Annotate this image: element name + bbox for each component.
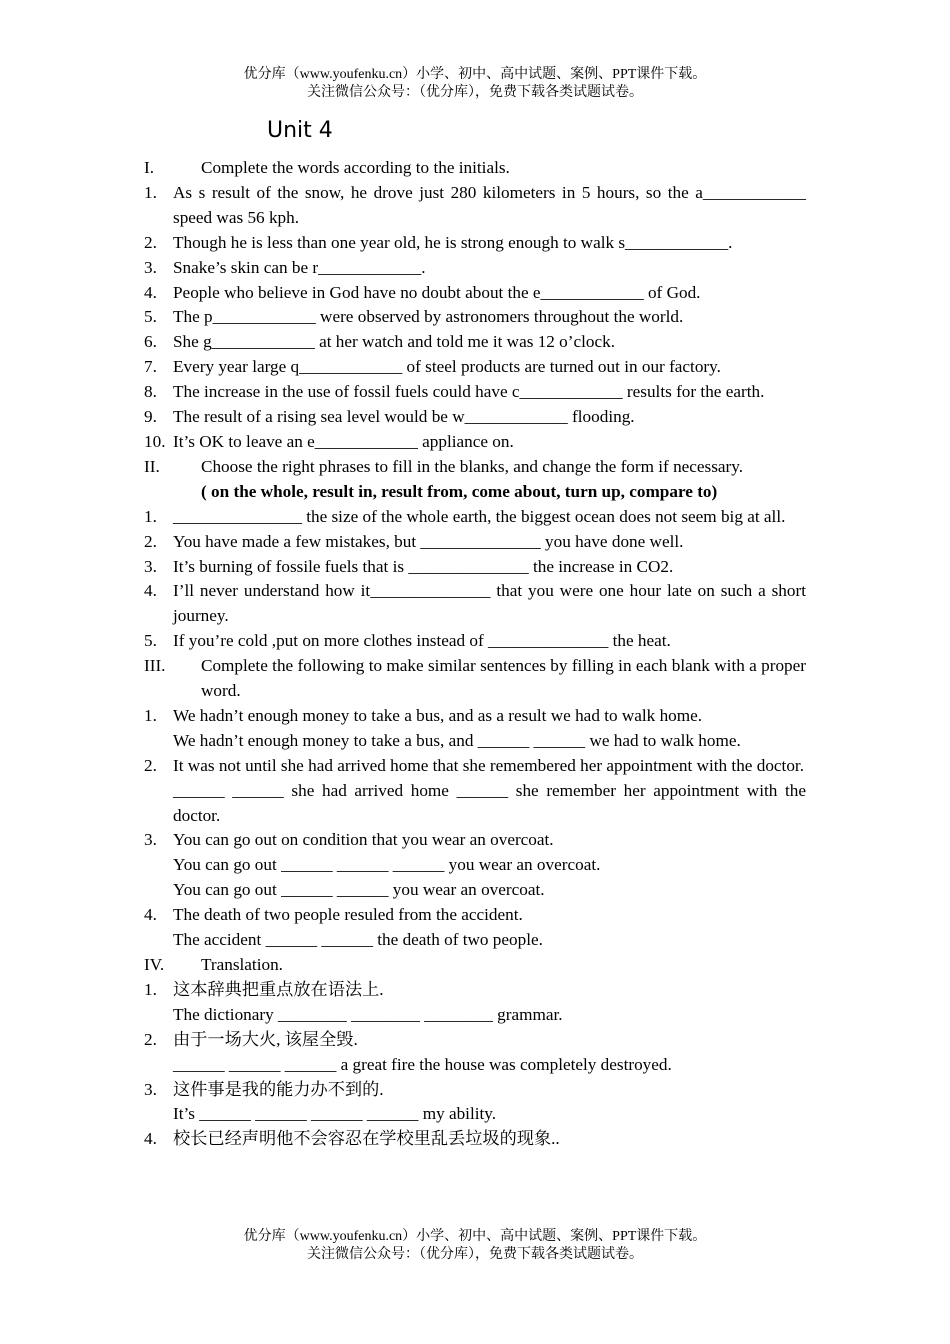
- exercise-item: [144, 1078, 806, 1128]
- item-answer-line: You can go out ______ ______ ______ you wear an overcoat.: [173, 855, 601, 875]
- item-body: [173, 305, 806, 330]
- item-body: [173, 704, 806, 754]
- item-prompt: 这本辞典把重点放在语法上.: [173, 979, 384, 999]
- item-body: [173, 505, 806, 530]
- exercise-item: [144, 405, 806, 430]
- item-number: 3.: [144, 556, 157, 576]
- exercise-item: [144, 555, 806, 580]
- section-instruction: Choose the right phrases to fill in the blanks, and change the form if necessary.: [201, 456, 744, 476]
- exercise-item: [144, 978, 806, 1028]
- item-body: [173, 555, 806, 580]
- item-number: 3.: [144, 257, 157, 277]
- item-number: 1.: [144, 705, 157, 725]
- exercise-item: [144, 579, 806, 629]
- exercise-item: [144, 530, 806, 555]
- item-prompt: 校长已经声明他不会容忍在学校里乱丢垃圾的现象..: [173, 1129, 560, 1149]
- item-number: 9.: [144, 407, 157, 427]
- item-answer-line: We hadn’t enough money to take a bus, and ______ ______ we had to walk home.: [173, 730, 741, 750]
- item-number: 4.: [144, 282, 157, 302]
- item-body: [173, 1127, 806, 1152]
- item-number: 4.: [144, 581, 157, 601]
- exercise-item: [144, 380, 806, 405]
- item-number: 4.: [144, 1129, 157, 1149]
- section-instruction: Complete the words according to the initials.: [201, 158, 510, 177]
- header-line-2: 关注微信公众号：（优分库），免费下载各类试题试卷。: [307, 85, 643, 100]
- item-body: [173, 181, 806, 231]
- footer-line-2: 关注微信公众号：（优分库），免费下载各类试题试卷。: [307, 1247, 643, 1262]
- item-number: 10.: [144, 431, 166, 451]
- item-number: 5.: [144, 307, 157, 327]
- section-heading: [144, 654, 806, 704]
- item-prompt: 由于一场大火, 该屋全毁.: [173, 1029, 358, 1049]
- item-number: 1.: [144, 182, 157, 202]
- section-instruction-block: [201, 953, 806, 978]
- exercise-item: [144, 330, 806, 355]
- item-prompt: You have made a few mistakes, but ______________ you have done well.: [173, 531, 684, 551]
- section-number: III.: [144, 656, 166, 676]
- item-number: 5.: [144, 631, 157, 651]
- item-body: [173, 903, 806, 953]
- section-number: IV.: [144, 955, 165, 974]
- item-body: [173, 281, 806, 306]
- section-instruction: Complete the following to make similar sentences by filling in each blank with a proper word.: [201, 656, 806, 701]
- item-number: 3.: [144, 1079, 157, 1099]
- exercise-item: [144, 754, 806, 829]
- section-instruction-block: [201, 455, 806, 505]
- item-prompt: The result of a rising sea level would be w____________ flooding.: [173, 407, 635, 427]
- exercise-item: [144, 281, 806, 306]
- item-prompt: It’s OK to leave an e____________ appliance on.: [173, 431, 514, 451]
- item-body: [173, 355, 806, 380]
- item-number: 7.: [144, 357, 157, 377]
- exercise-item: [144, 430, 806, 455]
- exercise-item: [144, 629, 806, 654]
- item-body: [173, 405, 806, 430]
- footer-line-1: 优分库（www.youfenku.cn）小学、初中、高中试题、案例、PPT课件下载。: [243, 1229, 707, 1244]
- exercise-item: [144, 181, 806, 231]
- phrase-list: ( on the whole, result in, result from, come about, turn up, compare to): [201, 481, 718, 501]
- exercise-item: [144, 704, 806, 754]
- item-number: 1.: [144, 506, 157, 526]
- item-number: 4.: [144, 905, 157, 925]
- unit-title: Unit 4: [267, 118, 333, 143]
- item-body: [173, 430, 806, 455]
- section-number: I.: [144, 158, 155, 177]
- item-prompt: The death of two people resuled from the accident.: [173, 905, 523, 925]
- exercise-item: [144, 505, 806, 530]
- exercise-item: [144, 305, 806, 330]
- exercise-item: [144, 355, 806, 380]
- item-prompt: Though he is less than one year old, he is strong enough to walk s____________.: [173, 232, 733, 252]
- section-heading: [144, 953, 806, 978]
- item-number: 2.: [144, 755, 157, 775]
- item-prompt: People who believe in God have no doubt about the e____________ of God.: [173, 282, 701, 302]
- page-footer: [0, 1228, 950, 1264]
- exercise-item: [144, 828, 806, 903]
- item-prompt: The increase in the use of fossil fuels could have c____________ results for the earth.: [173, 382, 765, 402]
- item-answer-line: The accident ______ ______ the death of two people.: [173, 930, 543, 950]
- item-body: [173, 231, 806, 256]
- exercise-item: [144, 1028, 806, 1078]
- section-instruction-block: [201, 156, 806, 181]
- item-answer-line: You can go out ______ ______ you wear an overcoat.: [173, 880, 545, 900]
- item-number: 6.: [144, 332, 157, 352]
- item-body: [173, 629, 806, 654]
- item-body: [173, 978, 806, 1028]
- exercise-item: [144, 231, 806, 256]
- section-heading: [144, 455, 806, 505]
- item-answer-line: The dictionary ________ ________ ________ grammar.: [173, 1004, 563, 1024]
- exercise-body: [144, 156, 806, 1152]
- item-prompt: Snake’s skin can be r____________.: [173, 257, 426, 277]
- item-body: [173, 256, 806, 281]
- item-number: 2.: [144, 232, 157, 252]
- item-prompt: If you’re cold ,put on more clothes instead of ______________ the heat.: [173, 631, 671, 651]
- section-number: II.: [144, 456, 160, 476]
- item-body: [173, 1078, 806, 1128]
- item-prompt: We hadn’t enough money to take a bus, and as a result we had to walk home.: [173, 705, 703, 725]
- item-prompt: As s result of the snow, he drove just 280 kilometers in 5 hours, so the a____________ speed was 56 kph.: [173, 182, 806, 227]
- item-prompt: You can go out on condition that you wear an overcoat.: [173, 830, 554, 850]
- page-header: [0, 66, 950, 102]
- item-prompt: I’ll never understand how it______________ that you were one hour late on such a short journey.: [173, 581, 806, 626]
- item-prompt: The p____________ were observed by astronomers throughout the world.: [173, 307, 684, 327]
- item-body: [173, 1028, 806, 1078]
- header-line-1: 优分库（www.youfenku.cn）小学、初中、高中试题、案例、PPT课件下载。: [243, 67, 707, 82]
- item-body: [173, 828, 806, 903]
- item-body: [173, 380, 806, 405]
- item-prompt: _______________ the size of the whole earth, the biggest ocean does not seem big at all.: [173, 506, 786, 526]
- item-body: [173, 754, 806, 829]
- exercise-item: [144, 1127, 806, 1152]
- item-prompt: Every year large q____________ of steel products are turned out in our factory.: [173, 357, 721, 377]
- section-heading: [144, 156, 806, 181]
- item-prompt: She g____________ at her watch and told me it was 12 o’clock.: [173, 332, 616, 352]
- item-prompt: It’s burning of fossile fuels that is ______________ the increase in CO2.: [173, 556, 674, 576]
- item-answer-line: ______ ______ ______ a great fire the house was completely destroyed.: [173, 1054, 672, 1074]
- item-number: 2.: [144, 531, 157, 551]
- item-prompt: 这件事是我的能力办不到的.: [173, 1079, 384, 1099]
- item-answer-line: It’s ______ ______ ______ ______ my ability.: [173, 1104, 497, 1124]
- exercise-item: [144, 256, 806, 281]
- item-answer-line: ______ ______ she had arrived home ______ she remember her appointment with the doctor.: [173, 780, 806, 825]
- item-body: [173, 579, 806, 629]
- item-number: 2.: [144, 1029, 157, 1049]
- exercise-item: [144, 903, 806, 953]
- item-number: 3.: [144, 830, 157, 850]
- section-instruction-block: [201, 654, 806, 704]
- item-body: [173, 530, 806, 555]
- item-prompt: It was not until she had arrived home that she remembered her appointment with the doctor.: [173, 755, 804, 775]
- section-instruction: Translation.: [201, 955, 283, 974]
- item-number: 8.: [144, 382, 157, 402]
- item-body: [173, 330, 806, 355]
- item-number: 1.: [144, 979, 157, 999]
